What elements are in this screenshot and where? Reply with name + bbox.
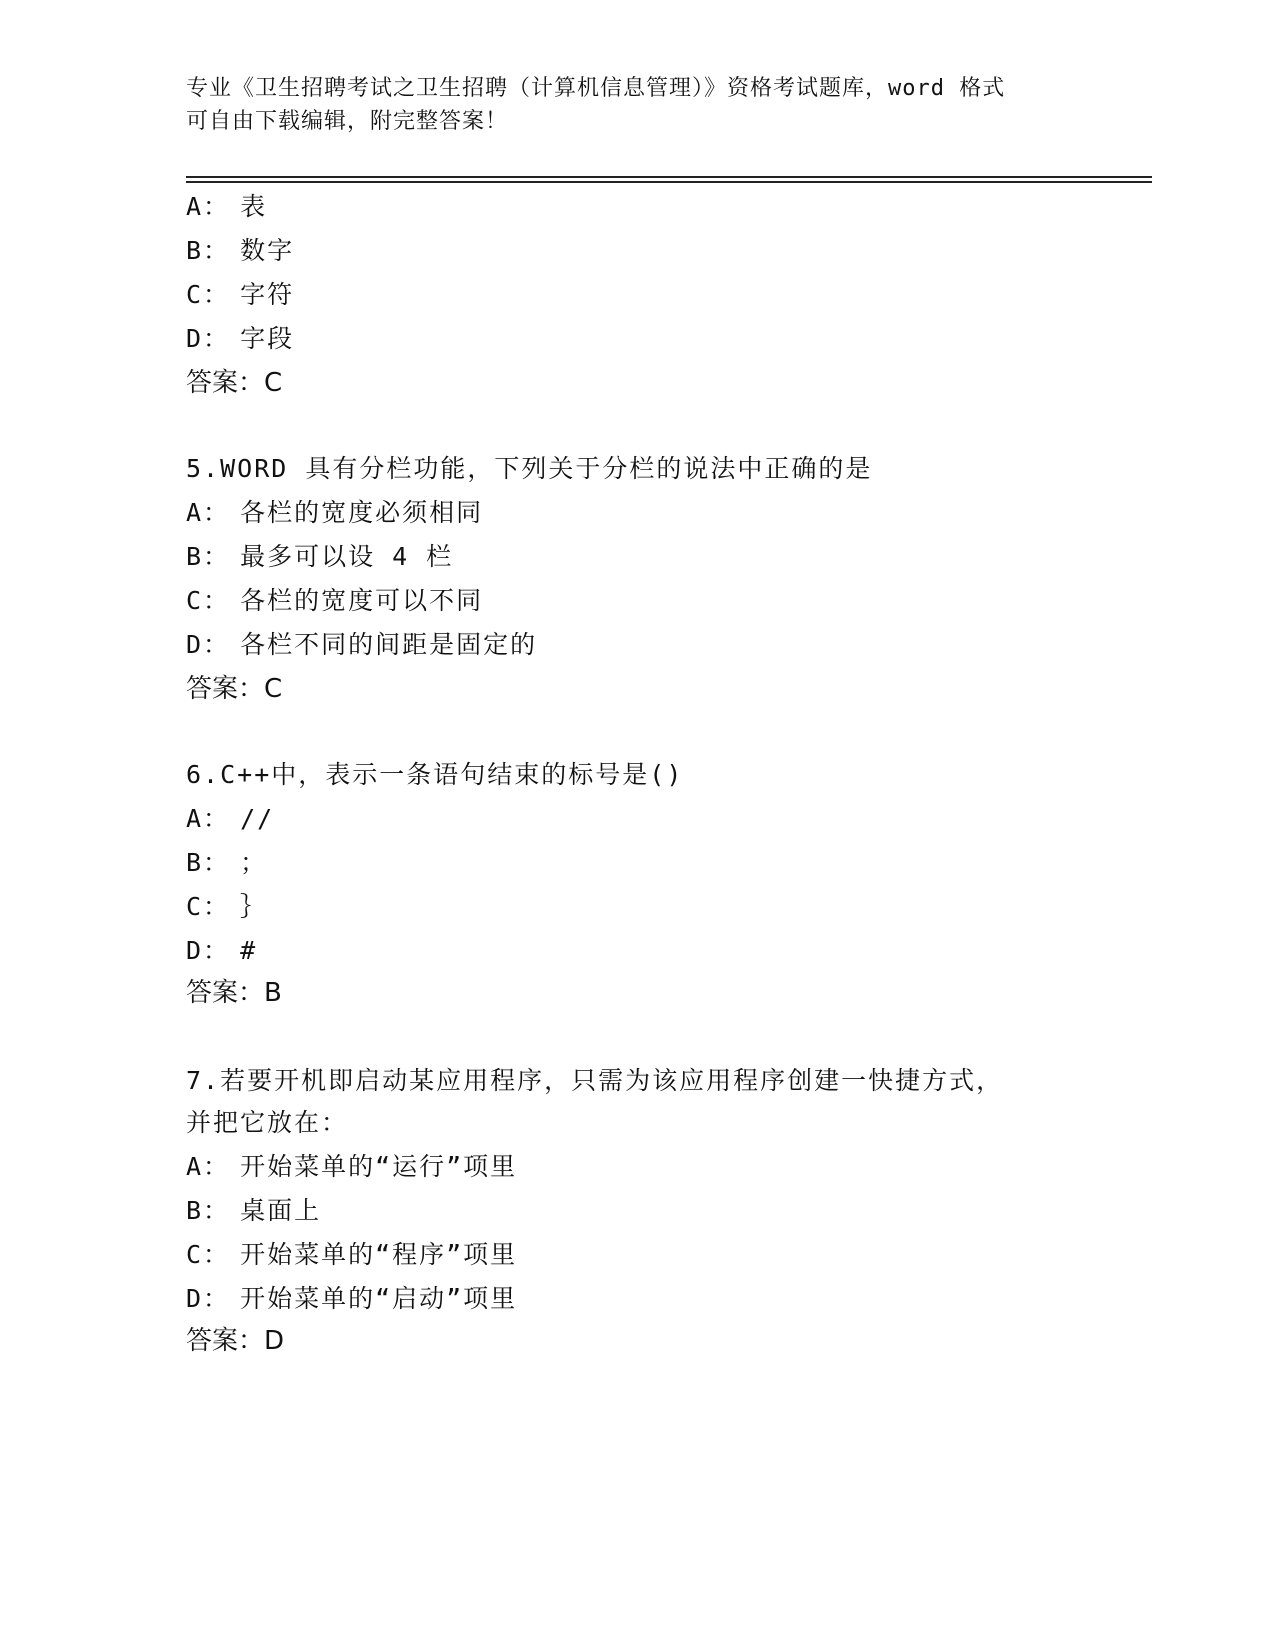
q4-option-a: A： 表: [186, 192, 268, 221]
q7-question-line-1: 7.若要开机即启动某应用程序，只需为该应用程序创建一快捷方式，: [186, 1066, 1004, 1095]
q6-option-b: B： ；: [186, 848, 268, 877]
q5-option-b: B： 最多可以设 4 栏: [186, 542, 454, 571]
q6-question: 6.C++中，表示一条语句结束的标号是(): [186, 760, 684, 789]
q7-option-c: C： 开始菜单的“程序”项里: [186, 1240, 518, 1269]
q6-option-a: A： //: [186, 804, 275, 833]
q6-option-d: D： #: [186, 936, 258, 965]
q7-answer: 答案：D: [186, 1326, 285, 1356]
q7-option-d: D： 开始菜单的“启动”项里: [186, 1284, 518, 1313]
header-line-1: 专业《卫生招聘考试之卫生招聘（计算机信息管理）》资格考试题库，word 格式: [186, 76, 1006, 101]
q4-option-c: C： 字符: [186, 280, 295, 309]
header-divider-top: [186, 176, 1152, 178]
q7-option-a: A： 开始菜单的“运行”项里: [186, 1152, 518, 1181]
q7-question-line-2: 并把它放在：: [186, 1108, 349, 1137]
q7-option-b: B： 桌面上: [186, 1196, 322, 1225]
q4-answer: 答案：C: [186, 368, 283, 398]
q5-question: 5.WORD 具有分栏功能，下列关于分栏的说法中正确的是: [186, 454, 873, 483]
q5-option-a: A： 各栏的宽度必须相同: [186, 498, 484, 527]
document-header: [186, 72, 1086, 138]
q5-option-d: D： 各栏不同的间距是固定的: [186, 630, 538, 659]
header-line-2: 可自由下载编辑，附完整答案！: [186, 109, 509, 134]
q6-answer: 答案：B: [186, 978, 282, 1008]
q5-answer: 答案：C: [186, 674, 283, 704]
q4-option-b: B： 数字: [186, 236, 295, 265]
q6-option-c: C： ｝: [186, 892, 268, 921]
q5-option-c: C： 各栏的宽度可以不同: [186, 586, 484, 615]
q4-option-d: D： 字段: [186, 324, 295, 353]
header-divider-bottom: [186, 181, 1152, 183]
